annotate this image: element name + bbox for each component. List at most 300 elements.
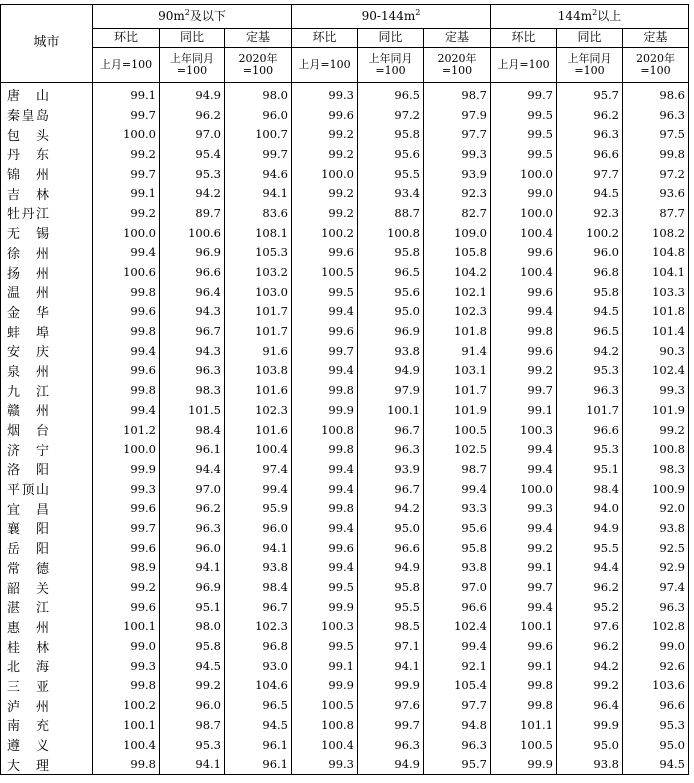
mom-cell: 99.1 — [93, 183, 160, 203]
yoy-cell: 97.9 — [358, 380, 424, 400]
mom-cell: 99.8 — [292, 439, 358, 459]
base-cell: 94.8 — [424, 715, 491, 735]
base-cell: 97.4 — [225, 459, 292, 479]
yoy-cell: 96.6 — [358, 538, 424, 558]
base-cell: 98.6 — [623, 83, 689, 105]
mom-cell: 99.6 — [93, 302, 160, 322]
mom-cell: 99.7 — [491, 380, 557, 400]
base-cell: 101.6 — [225, 420, 292, 440]
yoy-cell: 95.8 — [358, 124, 424, 144]
mom-cell: 100.8 — [292, 420, 358, 440]
mom-header: 环比 — [93, 29, 160, 48]
city-label: 湛 江 — [7, 601, 49, 617]
table-row — [1, 577, 689, 597]
yoy-cell: 101.5 — [160, 400, 225, 420]
yoy-cell: 95.5 — [358, 597, 424, 617]
mom-cell: 99.6 — [292, 105, 358, 125]
base-cell: 103.3 — [623, 282, 689, 302]
mom-cell: 100.0 — [93, 223, 160, 243]
table-row — [1, 636, 689, 656]
mom-cell: 101.1 — [491, 715, 557, 735]
base-cell: 104.6 — [225, 676, 292, 696]
base-cell: 103.8 — [225, 361, 292, 381]
mom-cell: 99.2 — [93, 577, 160, 597]
yoy-cell: 97.6 — [557, 617, 623, 637]
mom-cell: 99.2 — [292, 124, 358, 144]
base-cell: 99.4 — [225, 479, 292, 499]
table-row — [1, 617, 689, 637]
yoy-cell: 94.4 — [160, 459, 225, 479]
mom-cell: 99.2 — [93, 144, 160, 164]
base-cell: 105.8 — [424, 243, 491, 263]
base-cell: 99.3 — [424, 144, 491, 164]
base-cell: 104.1 — [623, 262, 689, 282]
base-cell: 97.0 — [424, 577, 491, 597]
base-cell: 96.3 — [424, 735, 491, 755]
mom-cell: 99.9 — [93, 459, 160, 479]
yoy-cell: 94.9 — [358, 558, 424, 578]
unit-prev-month: 上月=100 — [491, 48, 557, 83]
table-row — [1, 144, 689, 164]
city-name — [1, 439, 93, 459]
base-cell: 95.6 — [424, 518, 491, 538]
yoy-cell: 96.2 — [557, 105, 623, 125]
base-cell: 93.8 — [623, 518, 689, 538]
base-cell: 87.7 — [623, 203, 689, 223]
base-cell: 98.7 — [424, 83, 491, 105]
mom-cell: 99.4 — [292, 558, 358, 578]
yoy-cell: 95.6 — [358, 282, 424, 302]
mom-cell: 99.5 — [491, 124, 557, 144]
yoy-cell: 95.2 — [557, 597, 623, 617]
city-name — [1, 636, 93, 656]
yoy-cell: 100.6 — [160, 223, 225, 243]
mom-cell: 100.5 — [292, 695, 358, 715]
city-label: 无 锡 — [7, 227, 49, 243]
table-row — [1, 479, 689, 499]
yoy-cell: 96.0 — [557, 243, 623, 263]
base-cell: 98.0 — [225, 83, 292, 105]
yoy-cell: 97.0 — [160, 479, 225, 499]
base-cell: 102.1 — [424, 282, 491, 302]
mom-cell: 99.1 — [491, 656, 557, 676]
city-name — [1, 479, 93, 499]
base-cell: 93.8 — [225, 558, 292, 578]
mom-cell: 99.1 — [292, 656, 358, 676]
yoy-cell: 98.5 — [358, 617, 424, 637]
yoy-cell: 96.7 — [358, 479, 424, 499]
yoy-cell: 96.4 — [557, 695, 623, 715]
city-label: 赣 州 — [7, 404, 49, 420]
yoy-cell: 94.1 — [160, 754, 225, 774]
city-label: 泉 州 — [7, 364, 49, 380]
table-row — [1, 754, 689, 774]
mom-cell: 99.3 — [93, 479, 160, 499]
mom-cell: 99.6 — [93, 597, 160, 617]
base-cell: 92.1 — [424, 656, 491, 676]
base-cell: 97.9 — [424, 105, 491, 125]
city-label: 洛 阳 — [7, 463, 49, 479]
city-name — [1, 105, 93, 125]
yoy-cell: 95.3 — [160, 735, 225, 755]
city-label: 遵 义 — [7, 739, 49, 755]
yoy-cell: 99.2 — [557, 676, 623, 696]
yoy-cell: 88.7 — [358, 203, 424, 223]
base-cell: 99.4 — [424, 479, 491, 499]
mom-cell: 99.2 — [292, 183, 358, 203]
city-label: 平 顶 山 — [7, 483, 49, 499]
base-cell: 103.1 — [424, 361, 491, 381]
mom-cell: 100.0 — [491, 164, 557, 184]
mom-cell: 99.5 — [292, 636, 358, 656]
base-cell: 95.8 — [424, 538, 491, 558]
mom-cell: 99.8 — [491, 321, 557, 341]
yoy-cell: 96.2 — [160, 105, 225, 125]
base-cell: 96.8 — [225, 636, 292, 656]
yoy-cell: 98.3 — [160, 380, 225, 400]
base-cell: 90.3 — [623, 341, 689, 361]
yoy-cell: 96.9 — [160, 577, 225, 597]
base-cell: 92.0 — [623, 498, 689, 518]
base-cell: 100.9 — [623, 479, 689, 499]
base-cell: 97.4 — [623, 577, 689, 597]
city-label: 大 理 — [7, 758, 49, 774]
yoy-cell: 96.3 — [160, 518, 225, 538]
yoy-cell: 94.9 — [160, 83, 225, 105]
yoy-cell: 96.5 — [358, 83, 424, 105]
mom-cell: 100.3 — [292, 617, 358, 637]
city-label: 泸 州 — [7, 699, 49, 715]
mom-cell: 99.6 — [93, 538, 160, 558]
base-cell: 94.1 — [225, 183, 292, 203]
base-cell: 94.5 — [623, 754, 689, 774]
yoy-cell: 93.8 — [358, 341, 424, 361]
city-label: 襄 阳 — [7, 522, 49, 538]
city-name — [1, 577, 93, 597]
base-cell: 101.9 — [424, 400, 491, 420]
base-cell: 95.3 — [623, 715, 689, 735]
city-name — [1, 617, 93, 637]
yoy-cell: 94.4 — [557, 558, 623, 578]
city-name — [1, 459, 93, 479]
mom-cell: 100.1 — [491, 617, 557, 637]
base-cell: 101.4 — [623, 321, 689, 341]
base-cell: 92.9 — [623, 558, 689, 578]
city-label: 三 亚 — [7, 679, 49, 695]
yoy-cell: 94.2 — [557, 656, 623, 676]
yoy-cell: 96.6 — [557, 144, 623, 164]
city-label: 温 州 — [7, 286, 49, 302]
yoy-cell: 93.4 — [358, 183, 424, 203]
base-cell: 99.4 — [424, 636, 491, 656]
mom-cell: 98.9 — [93, 558, 160, 578]
yoy-cell: 96.2 — [557, 577, 623, 597]
mom-cell: 99.4 — [292, 518, 358, 538]
yoy-cell: 95.3 — [557, 439, 623, 459]
mom-cell: 99.8 — [93, 321, 160, 341]
mom-cell: 99.4 — [93, 243, 160, 263]
yoy-cell: 96.5 — [358, 262, 424, 282]
city-label: 烟 台 — [7, 424, 49, 440]
base-cell: 93.8 — [424, 558, 491, 578]
yoy-cell: 94.1 — [160, 558, 225, 578]
city-label: 丹 东 — [7, 148, 49, 164]
yoy-cell: 98.4 — [160, 420, 225, 440]
mom-cell: 99.5 — [491, 144, 557, 164]
base-cell: 104.2 — [424, 262, 491, 282]
mom-cell: 99.2 — [93, 203, 160, 223]
yoy-cell: 99.9 — [557, 715, 623, 735]
city-name — [1, 262, 93, 282]
yoy-cell: 96.3 — [557, 124, 623, 144]
mom-cell: 99.9 — [292, 400, 358, 420]
yoy-cell: 95.5 — [358, 164, 424, 184]
yoy-cell: 94.2 — [358, 498, 424, 518]
yoy-cell: 97.2 — [358, 105, 424, 125]
mom-cell: 99.4 — [292, 361, 358, 381]
mom-cell: 99.9 — [292, 676, 358, 696]
city-name — [1, 203, 93, 223]
mom-cell: 99.2 — [292, 144, 358, 164]
base-cell: 93.6 — [623, 183, 689, 203]
table-row — [1, 282, 689, 302]
table-row — [1, 400, 689, 420]
yoy-cell: 98.7 — [160, 715, 225, 735]
base-cell: 96.6 — [424, 597, 491, 617]
table-row — [1, 695, 689, 715]
mom-cell: 99.8 — [93, 282, 160, 302]
mom-cell: 100.4 — [491, 262, 557, 282]
yoy-cell: 96.7 — [358, 420, 424, 440]
table-row — [1, 439, 689, 459]
table-row — [1, 164, 689, 184]
mom-cell: 99.4 — [292, 302, 358, 322]
base-cell: 108.1 — [225, 223, 292, 243]
table-row — [1, 420, 689, 440]
mom-cell: 99.7 — [93, 518, 160, 538]
base-cell: 96.1 — [225, 754, 292, 774]
city-label: 惠 州 — [7, 620, 49, 636]
base-cell: 94.5 — [225, 715, 292, 735]
yoy-cell: 97.0 — [160, 124, 225, 144]
city-label: 金 华 — [7, 305, 49, 321]
table-row — [1, 203, 689, 223]
mom-cell: 99.6 — [491, 243, 557, 263]
city-label: 扬 州 — [7, 266, 49, 282]
yoy-cell: 94.1 — [358, 656, 424, 676]
table-row — [1, 676, 689, 696]
city-label: 济 宁 — [7, 443, 49, 459]
base-cell: 95.7 — [424, 754, 491, 774]
city-column-header: 城市 — [1, 5, 93, 83]
group-header-large: $144m^2$以上 — [491, 5, 689, 29]
unit-prev-year: 上年同月=100 — [160, 48, 225, 83]
table-row — [1, 105, 689, 125]
unit-prev-month: 上月=100 — [292, 48, 358, 83]
mom-cell: 99.7 — [491, 83, 557, 105]
city-label: 锦 州 — [7, 168, 49, 184]
yoy-cell: 96.3 — [557, 380, 623, 400]
base-cell: 99.0 — [623, 636, 689, 656]
mom-cell: 99.1 — [93, 83, 160, 105]
mom-cell: 99.3 — [292, 754, 358, 774]
city-name — [1, 361, 93, 381]
mom-cell: 99.2 — [491, 361, 557, 381]
mom-cell: 99.2 — [491, 538, 557, 558]
base-cell: 102.3 — [225, 400, 292, 420]
yoy-cell: 96.3 — [160, 361, 225, 381]
base-cell: 95.9 — [225, 498, 292, 518]
mom-cell: 99.4 — [292, 459, 358, 479]
base-cell: 102.4 — [424, 617, 491, 637]
base-cell: 102.4 — [623, 361, 689, 381]
yoy-cell: 95.0 — [557, 735, 623, 755]
mom-cell: 99.3 — [491, 498, 557, 518]
base-cell: 103.2 — [225, 262, 292, 282]
price-index-table — [0, 4, 689, 775]
mom-cell: 99.9 — [292, 597, 358, 617]
city-label: 蚌 埠 — [7, 325, 49, 341]
table-row — [1, 380, 689, 400]
yoy-cell: 94.3 — [160, 302, 225, 322]
city-name — [1, 498, 93, 518]
mom-cell: 99.4 — [491, 597, 557, 617]
city-name — [1, 83, 93, 105]
mom-cell: 100.4 — [292, 735, 358, 755]
yoy-cell: 96.3 — [358, 439, 424, 459]
table-row — [1, 183, 689, 203]
yoy-cell: 101.7 — [557, 400, 623, 420]
table-row — [1, 341, 689, 361]
table-row — [1, 498, 689, 518]
base-cell: 104.8 — [623, 243, 689, 263]
city-name — [1, 735, 93, 755]
mom-cell: 100.0 — [93, 439, 160, 459]
table-row — [1, 597, 689, 617]
yoy-header: 同比 — [160, 29, 225, 48]
base-cell: 102.5 — [424, 439, 491, 459]
mom-cell: 99.4 — [491, 302, 557, 322]
mom-cell: 99.1 — [491, 400, 557, 420]
mom-cell: 99.8 — [93, 754, 160, 774]
mom-cell: 100.1 — [93, 715, 160, 735]
yoy-cell: 97.1 — [358, 636, 424, 656]
city-label: 岳 阳 — [7, 542, 49, 558]
yoy-cell: 96.1 — [160, 439, 225, 459]
base-cell: 92.3 — [424, 183, 491, 203]
mom-cell: 100.5 — [491, 735, 557, 755]
unit-prev-year: 上年同月=100 — [557, 48, 623, 83]
yoy-cell: 95.1 — [160, 597, 225, 617]
unit-prev-month: 上月=100 — [93, 48, 160, 83]
mom-cell: 100.5 — [292, 262, 358, 282]
base-cell: 105.3 — [225, 243, 292, 263]
mom-cell: 99.3 — [93, 656, 160, 676]
unit-base-2020: 2020年=100 — [623, 48, 689, 83]
base-cell: 92.5 — [623, 538, 689, 558]
base-cell: 93.0 — [225, 656, 292, 676]
mom-header: 环比 — [292, 29, 358, 48]
city-name — [1, 321, 93, 341]
unit-base-2020: 2020年=100 — [225, 48, 292, 83]
yoy-cell: 92.3 — [557, 203, 623, 223]
yoy-cell: 99.2 — [160, 676, 225, 696]
city-label: 宜 昌 — [7, 502, 49, 518]
city-name — [1, 282, 93, 302]
table-row — [1, 715, 689, 735]
yoy-cell: 96.2 — [160, 498, 225, 518]
base-cell: 101.7 — [225, 321, 292, 341]
base-cell: 92.6 — [623, 656, 689, 676]
mom-cell: 99.0 — [491, 183, 557, 203]
yoy-cell: 96.3 — [358, 735, 424, 755]
base-cell: 101.7 — [424, 380, 491, 400]
base-cell: 94.1 — [225, 538, 292, 558]
yoy-cell: 99.9 — [358, 676, 424, 696]
city-label: 桂 林 — [7, 640, 49, 656]
yoy-cell: 95.7 — [557, 83, 623, 105]
mom-cell: 99.5 — [292, 282, 358, 302]
base-cell: 100.4 — [225, 439, 292, 459]
yoy-cell: 95.8 — [557, 282, 623, 302]
city-name — [1, 144, 93, 164]
base-cell: 94.6 — [225, 164, 292, 184]
mom-cell: 99.8 — [93, 380, 160, 400]
yoy-cell: 98.0 — [160, 617, 225, 637]
yoy-cell: 100.1 — [358, 400, 424, 420]
city-name — [1, 538, 93, 558]
group-header-medium: $90-144m^2$ — [292, 5, 491, 29]
base-cell: 96.7 — [225, 597, 292, 617]
yoy-cell: 95.4 — [160, 144, 225, 164]
city-label: 韶 关 — [7, 581, 49, 597]
mom-cell: 99.4 — [491, 459, 557, 479]
yoy-cell: 89.7 — [160, 203, 225, 223]
base-cell: 100.7 — [225, 124, 292, 144]
city-name — [1, 380, 93, 400]
table-row — [1, 302, 689, 322]
yoy-cell: 94.3 — [160, 341, 225, 361]
mom-cell: 100.4 — [491, 223, 557, 243]
base-cell: 98.4 — [225, 577, 292, 597]
mom-cell: 100.6 — [93, 262, 160, 282]
base-cell: 97.7 — [424, 124, 491, 144]
base-cell: 96.6 — [623, 695, 689, 715]
base-cell: 102.3 — [424, 302, 491, 322]
base-cell: 97.5 — [623, 124, 689, 144]
base-cell: 102.8 — [623, 617, 689, 637]
city-label: 牡 丹 江 — [7, 207, 49, 223]
table-row — [1, 361, 689, 381]
yoy-cell: 96.8 — [557, 262, 623, 282]
mom-cell: 99.7 — [93, 105, 160, 125]
table-row — [1, 321, 689, 341]
yoy-cell: 95.5 — [557, 538, 623, 558]
table-row — [1, 518, 689, 538]
mom-cell: 101.2 — [93, 420, 160, 440]
yoy-cell: 95.1 — [557, 459, 623, 479]
mom-cell: 99.2 — [292, 203, 358, 223]
yoy-cell: 95.8 — [358, 577, 424, 597]
yoy-cell: 95.3 — [160, 164, 225, 184]
city-label: 包 头 — [7, 128, 49, 144]
mom-cell: 99.4 — [491, 439, 557, 459]
base-header: 定基 — [225, 29, 292, 48]
table-row — [1, 83, 689, 105]
base-cell: 96.5 — [225, 695, 292, 715]
yoy-cell: 97.7 — [557, 164, 623, 184]
city-name — [1, 656, 93, 676]
